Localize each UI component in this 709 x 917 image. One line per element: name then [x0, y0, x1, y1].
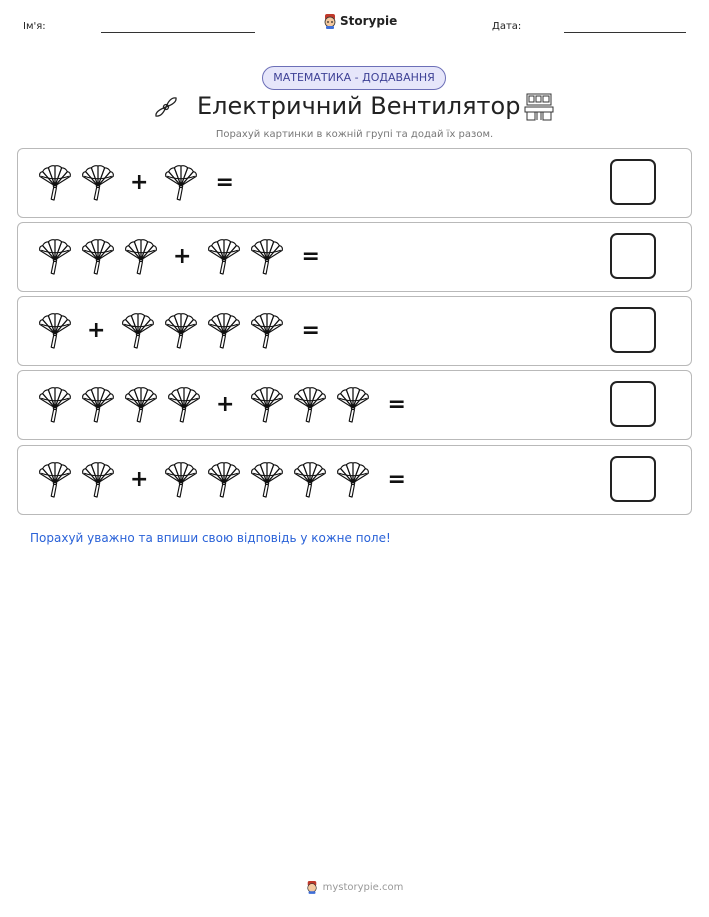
- hand-fan-icon: [36, 312, 74, 350]
- hand-fan-icon: [334, 461, 372, 499]
- equals-sign: =: [387, 392, 406, 417]
- hand-fan-icon: [79, 386, 117, 424]
- problem-row: [17, 370, 692, 440]
- equals-sign: =: [215, 170, 234, 195]
- problem-row: [17, 148, 692, 218]
- hand-fan-icon: [162, 312, 200, 350]
- hand-fan-icon: [248, 386, 286, 424]
- hand-fan-icon: [162, 461, 200, 499]
- problem-row: [17, 445, 692, 515]
- storypie-mascot-icon: [306, 880, 318, 894]
- fan-blade-icon: [153, 94, 179, 120]
- equals-sign: =: [387, 467, 406, 492]
- hand-fan-icon: [122, 238, 160, 276]
- hand-fan-icon: [119, 312, 157, 350]
- addition-expression: [36, 458, 420, 502]
- hand-fan-icon: [79, 164, 117, 202]
- answer-box[interactable]: [610, 456, 656, 502]
- hand-fan-icon: [248, 312, 286, 350]
- problem-row: [17, 222, 692, 292]
- site-footer: [0, 880, 709, 894]
- hand-fan-icon: [205, 461, 243, 499]
- plus-sign: +: [173, 244, 192, 269]
- hand-fan-icon: [205, 312, 243, 350]
- hand-fan-icon: [162, 164, 200, 202]
- footer-note: Порахуй уважно та впиши свою відповідь у кожне поле!: [30, 531, 391, 545]
- plus-sign: +: [130, 170, 149, 195]
- name-input-line[interactable]: [101, 32, 255, 33]
- hand-fan-icon: [248, 461, 286, 499]
- hand-fan-icon: [79, 461, 117, 499]
- answer-box[interactable]: [610, 307, 656, 353]
- hand-fan-icon: [36, 238, 74, 276]
- plus-sign: +: [130, 467, 149, 492]
- hand-fan-icon: [291, 461, 329, 499]
- worksheet-header: [0, 0, 709, 50]
- hand-fan-icon: [291, 386, 329, 424]
- instructions: Порахуй картинки в кожній групі та додай їх разом.: [215, 129, 494, 140]
- addition-expression: [36, 235, 334, 279]
- hand-fan-icon: [36, 461, 74, 499]
- title-row: [0, 90, 709, 128]
- storypie-mascot-icon: [323, 13, 337, 29]
- name-label: Ім'я:: [23, 21, 46, 32]
- brand-name: Storypie: [340, 14, 398, 28]
- addition-expression: [36, 161, 248, 205]
- plus-sign: +: [87, 318, 106, 343]
- hand-fan-icon: [79, 238, 117, 276]
- hand-fan-icon: [248, 238, 286, 276]
- page-title: Електричний Вентилятор: [197, 92, 521, 120]
- answer-box[interactable]: [610, 159, 656, 205]
- date-label: Дата:: [492, 21, 522, 32]
- addition-expression: [36, 309, 334, 353]
- subject-badge: МАТЕМАТИКА - ДОДАВАННЯ: [262, 66, 446, 90]
- hand-fan-icon: [205, 238, 243, 276]
- site-url: mystorypie.com: [322, 881, 404, 893]
- hand-fan-icon: [165, 386, 203, 424]
- hand-fan-icon: [334, 386, 372, 424]
- equals-sign: =: [301, 244, 320, 269]
- hand-fan-icon: [36, 164, 74, 202]
- answer-box[interactable]: [610, 233, 656, 279]
- date-input-line[interactable]: [564, 32, 686, 33]
- plus-sign: +: [216, 392, 235, 417]
- addition-expression: [36, 383, 420, 427]
- equals-sign: =: [301, 318, 320, 343]
- shop-counter-icon: [523, 92, 555, 122]
- brand-logo: [323, 13, 397, 29]
- hand-fan-icon: [36, 386, 74, 424]
- problem-row: [17, 296, 692, 366]
- hand-fan-icon: [122, 386, 160, 424]
- answer-box[interactable]: [610, 381, 656, 427]
